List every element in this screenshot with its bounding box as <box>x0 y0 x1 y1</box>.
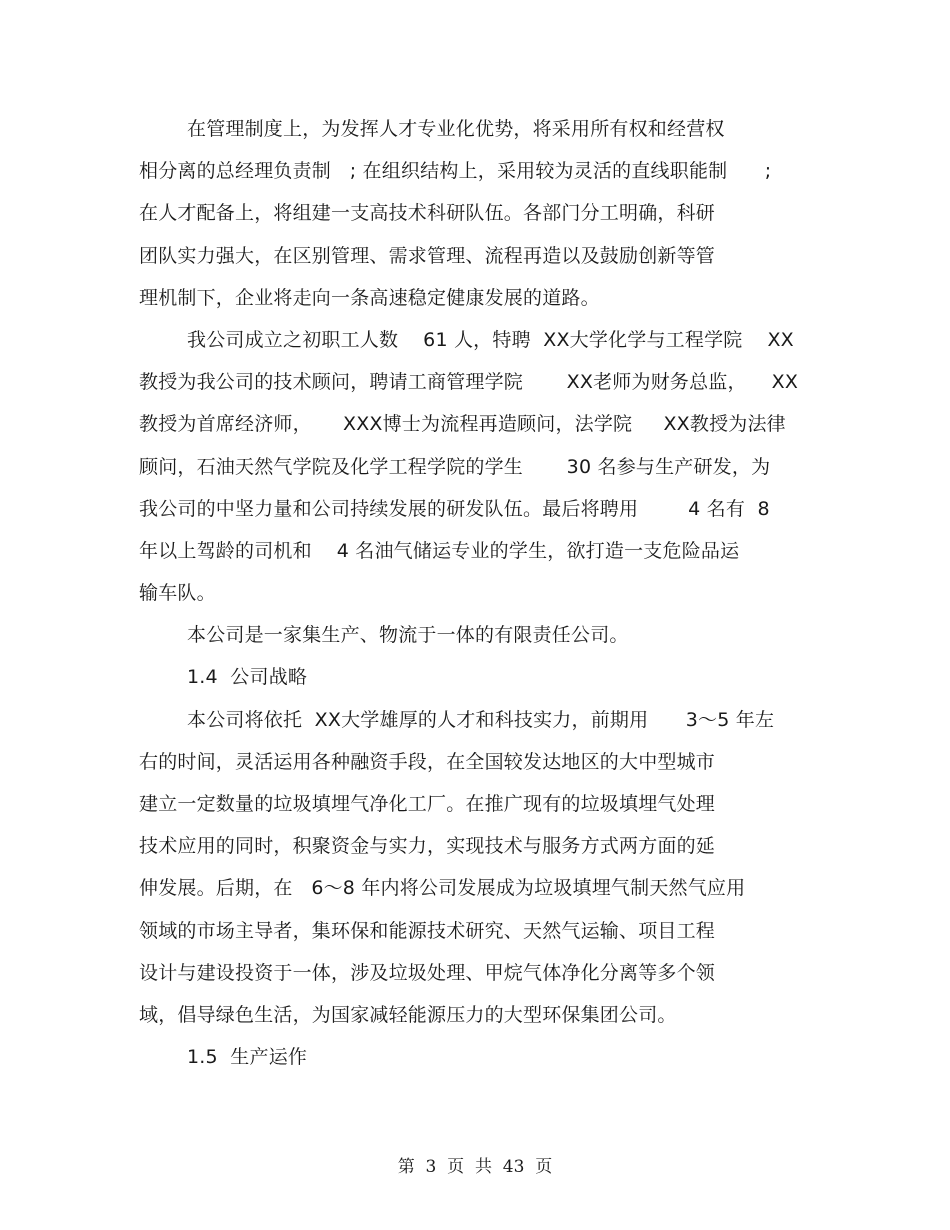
paragraph-line: 年以上驾龄的司机和 4 名油气储运专业的学生，欲打造一支危险品运 <box>139 539 740 562</box>
page-number-footer: 第 3 页 共 43 页 <box>397 1157 553 1177</box>
paragraph-line: 伸发展。后期，在 6～8 年内将公司发展成为垃圾填埋气制天然气应用 <box>139 877 746 900</box>
section-heading-1-5: 1.5 生产运作 <box>187 1046 308 1069</box>
paragraph-line: 在管理制度上，为发挥人才专业化优势，将采用所有权和经营权 <box>187 118 725 140</box>
paragraph-line: 域，倡导绿色生活，为国家减轻能源压力的大型环保集团公司。 <box>139 1003 677 1026</box>
paragraph-line: 技术应用的同时，积聚资金与实力，实现技术与服务方式两方面的延 <box>139 835 716 858</box>
paragraph-line: 团队实力强大，在区别管理、需求管理、流程再造以及鼓励创新等管 <box>139 244 716 267</box>
paragraph-line: 设计与建设投资于一体，涉及垃圾处理、甲烷气体净化分离等多个领 <box>139 961 716 984</box>
paragraph-line: 领域的市场主导者，集环保和能源技术研究、天然气运输、项目工程 <box>139 919 716 942</box>
paragraph-line: 顾问，石油天然气学院及化学工程学院的学生 30 名参与生产研发，为 <box>139 455 771 478</box>
paragraph-line: 我公司成立之初职工人数 61 人，特聘 XX大学化学与工程学院 XX <box>187 328 794 351</box>
paragraph-line: 本公司将依托 XX大学雄厚的人才和科技实力，前期用 3～5 年左 <box>187 708 775 731</box>
paragraph-line: 在人才配备上，将组建一支高技术科研队伍。各部门分工明确，科研 <box>139 202 716 225</box>
paragraph-line: 本公司是一家集生产、物流于一体的有限责任公司。 <box>187 624 629 647</box>
section-heading-1-4: 1.4 公司战略 <box>187 666 308 689</box>
paragraph-line: 相分离的总经理负责制 ; 在组织结构上，采用较为灵活的直线职能制 ; <box>139 160 772 183</box>
paragraph-line: 输车队。 <box>139 582 216 605</box>
paragraph-line: 右的时间，灵活运用各种融资手段，在全国较发达地区的大中型城市 <box>139 750 716 773</box>
paragraph-line: 教授为我公司的技术顾问，聘请工商管理学院 XX老师为财务总监， XX <box>139 371 799 394</box>
paragraph-line: 我公司的中坚力量和公司持续发展的研发队伍。最后将聘用 4 名有 8 <box>139 497 770 520</box>
document-body <box>139 108 819 1078</box>
paragraph-line: 理机制下，企业将走向一条高速稳定健康发展的道路。 <box>139 286 600 309</box>
paragraph-line: 教授为首席经济师， XXX博士为流程再造顾问，法学院 XX教授为法律 <box>139 413 786 436</box>
paragraph-line: 建立一定数量的垃圾填埋气净化工厂。在推广现有的垃圾填埋气处理 <box>139 793 716 815</box>
